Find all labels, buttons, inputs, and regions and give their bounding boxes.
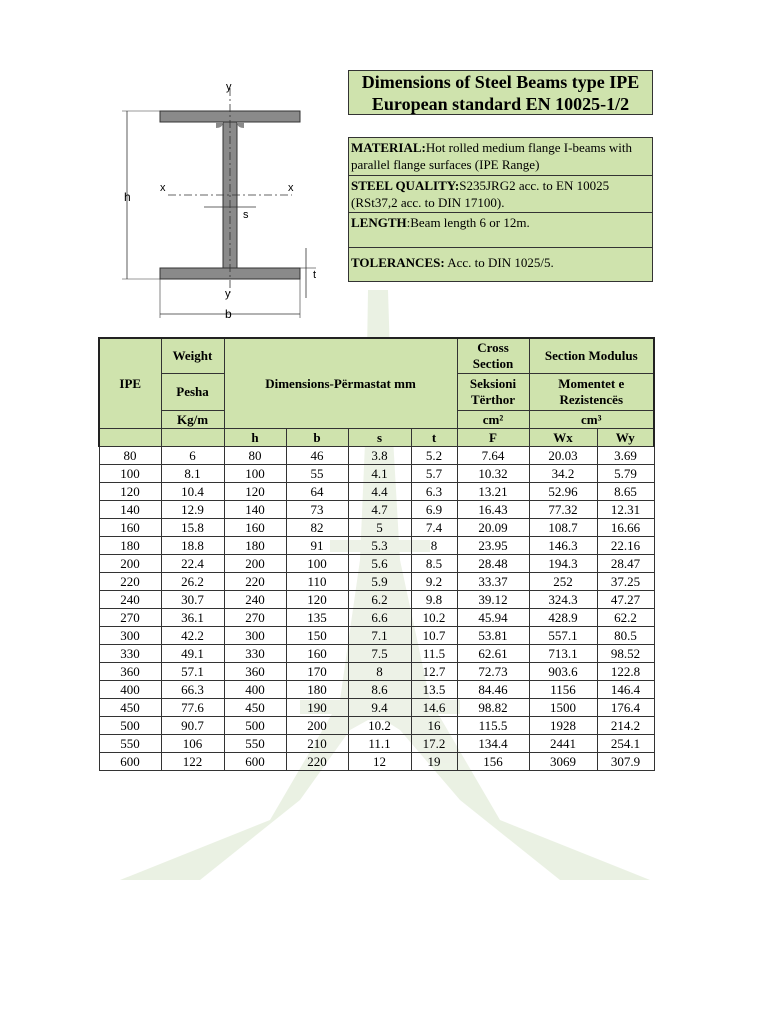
cell-s: 4.4 [348, 483, 411, 501]
header-momentet: Momentet e Rezistencës [529, 374, 654, 411]
cell-h: 160 [224, 519, 286, 537]
label-t: t [313, 269, 317, 281]
cell-weight: 18.8 [161, 537, 224, 555]
cell-ipe: 140 [99, 501, 161, 519]
cell-b: 220 [286, 753, 348, 771]
cell-t: 5.7 [411, 465, 457, 483]
cell-f: 72.73 [457, 663, 529, 681]
table-row [99, 681, 654, 699]
cell-f: 39.12 [457, 591, 529, 609]
cell-wx: 324.3 [529, 591, 597, 609]
cell-b: 64 [286, 483, 348, 501]
cell-ipe: 330 [99, 645, 161, 663]
cell-wy: 22.16 [597, 537, 654, 555]
cell-s: 8.6 [348, 681, 411, 699]
cell-wy: 12.31 [597, 501, 654, 519]
cell-ipe: 550 [99, 735, 161, 753]
header-weight: Weight [161, 338, 224, 374]
cell-t: 9.8 [411, 591, 457, 609]
cell-ipe: 300 [99, 627, 161, 645]
cell-wx: 1500 [529, 699, 597, 717]
cell-h: 500 [224, 717, 286, 735]
cell-s: 3.8 [348, 447, 411, 465]
cell-s: 4.1 [348, 465, 411, 483]
cell-b: 73 [286, 501, 348, 519]
label-y-bottom: y [225, 288, 231, 300]
cell-f: 23.95 [457, 537, 529, 555]
cell-weight: 57.1 [161, 663, 224, 681]
steel-quality-label: STEEL QUALITY: [351, 178, 460, 193]
cell-h: 330 [224, 645, 286, 663]
label-x-left: x [160, 182, 166, 194]
cell-s: 9.4 [348, 699, 411, 717]
cell-wx: 252 [529, 573, 597, 591]
cell-wx: 34.2 [529, 465, 597, 483]
cell-wy: 16.66 [597, 519, 654, 537]
cell-t: 6.3 [411, 483, 457, 501]
cell-b: 55 [286, 465, 348, 483]
cell-t: 13.5 [411, 681, 457, 699]
cell-f: 84.46 [457, 681, 529, 699]
material-label: MATERIAL: [351, 140, 426, 155]
header-kgm: Kg/m [161, 411, 224, 429]
cell-h: 300 [224, 627, 286, 645]
cell-f: 53.81 [457, 627, 529, 645]
cell-weight: 8.1 [161, 465, 224, 483]
title-line-1: Dimensions of Steel Beams type IPE [361, 72, 640, 92]
cell-ipe: 200 [99, 555, 161, 573]
header-dimensions: Dimensions-Përmastat mm [224, 338, 457, 429]
cell-wx: 3069 [529, 753, 597, 771]
cell-weight: 30.7 [161, 591, 224, 609]
cell-f: 7.64 [457, 447, 529, 465]
table-row [99, 573, 654, 591]
cell-b: 82 [286, 519, 348, 537]
cell-wx: 2441 [529, 735, 597, 753]
cell-s: 5.9 [348, 573, 411, 591]
material-row [349, 138, 652, 176]
table-row [99, 645, 654, 663]
cell-b: 190 [286, 699, 348, 717]
cell-wy: 214.2 [597, 717, 654, 735]
cell-wx: 108.7 [529, 519, 597, 537]
cell-b: 100 [286, 555, 348, 573]
header-section-modulus: Section Modulus [529, 338, 654, 374]
cell-wx: 146.3 [529, 537, 597, 555]
cell-wy: 8.65 [597, 483, 654, 501]
cell-f: 33.37 [457, 573, 529, 591]
cell-t: 7.4 [411, 519, 457, 537]
cell-weight: 15.8 [161, 519, 224, 537]
cell-h: 220 [224, 573, 286, 591]
cell-s: 6.2 [348, 591, 411, 609]
cell-wx: 52.96 [529, 483, 597, 501]
title-line-2: European standard EN 10025-1/2 [371, 94, 630, 114]
cell-t: 16 [411, 717, 457, 735]
cell-wx: 557.1 [529, 627, 597, 645]
header-b: b [286, 429, 348, 447]
cell-f: 10.32 [457, 465, 529, 483]
header-seksioni: Seksioni Tërthor [457, 374, 529, 411]
cell-t: 5.2 [411, 447, 457, 465]
cell-s: 10.2 [348, 717, 411, 735]
cell-wx: 1928 [529, 717, 597, 735]
table-row [99, 735, 654, 753]
cell-f: 13.21 [457, 483, 529, 501]
cell-s: 11.1 [348, 735, 411, 753]
cell-weight: 42.2 [161, 627, 224, 645]
header-s: s [348, 429, 411, 447]
steel-quality-text: S235JRG2 acc. to EN 10025 (RSt37,2 acc. to DIN 17100). [351, 178, 610, 210]
cell-b: 160 [286, 645, 348, 663]
table-row [99, 519, 654, 537]
cell-weight: 10.4 [161, 483, 224, 501]
label-x-right: x [288, 182, 294, 194]
cell-wy: 5.79 [597, 465, 654, 483]
cell-weight: 22.4 [161, 555, 224, 573]
cell-b: 46 [286, 447, 348, 465]
cell-f: 115.5 [457, 717, 529, 735]
cell-wy: 47.27 [597, 591, 654, 609]
cell-f: 62.61 [457, 645, 529, 663]
header-wy: Wy [597, 429, 654, 447]
label-y-top: y [226, 81, 232, 93]
cell-h: 200 [224, 555, 286, 573]
cell-s: 12 [348, 753, 411, 771]
cell-h: 180 [224, 537, 286, 555]
cell-wx: 428.9 [529, 609, 597, 627]
header-cm2: cm² [457, 411, 529, 429]
cell-f: 28.48 [457, 555, 529, 573]
cell-h: 600 [224, 753, 286, 771]
cell-wy: 62.2 [597, 609, 654, 627]
cell-f: 16.43 [457, 501, 529, 519]
cell-b: 120 [286, 591, 348, 609]
cell-b: 91 [286, 537, 348, 555]
cell-ipe: 120 [99, 483, 161, 501]
cell-wy: 98.52 [597, 645, 654, 663]
header-blank-ipe [99, 429, 161, 447]
cell-t: 11.5 [411, 645, 457, 663]
cell-wx: 1156 [529, 681, 597, 699]
cell-s: 5.6 [348, 555, 411, 573]
cell-f: 45.94 [457, 609, 529, 627]
table-body [99, 447, 654, 771]
table-row [99, 717, 654, 735]
cell-wy: 254.1 [597, 735, 654, 753]
cell-wx: 20.03 [529, 447, 597, 465]
table-row [99, 483, 654, 501]
cell-wy: 3.69 [597, 447, 654, 465]
header-wx: Wx [529, 429, 597, 447]
length-row [349, 213, 652, 248]
cell-ipe: 360 [99, 663, 161, 681]
cell-weight: 12.9 [161, 501, 224, 519]
cell-ipe: 600 [99, 753, 161, 771]
cell-weight: 106 [161, 735, 224, 753]
table-row [99, 537, 654, 555]
cell-wy: 122.8 [597, 663, 654, 681]
cell-h: 140 [224, 501, 286, 519]
cell-s: 4.7 [348, 501, 411, 519]
header-pesha: Pesha [161, 374, 224, 411]
cell-wx: 903.6 [529, 663, 597, 681]
label-h: h [124, 190, 131, 204]
table-row [99, 663, 654, 681]
cell-wx: 77.32 [529, 501, 597, 519]
cell-f: 156 [457, 753, 529, 771]
cell-ipe: 160 [99, 519, 161, 537]
spec-box [348, 137, 653, 282]
cell-ipe: 400 [99, 681, 161, 699]
tolerances-row [349, 248, 652, 281]
cell-h: 360 [224, 663, 286, 681]
cell-t: 12.7 [411, 663, 457, 681]
table-row [99, 501, 654, 519]
cell-b: 150 [286, 627, 348, 645]
cell-h: 240 [224, 591, 286, 609]
cell-wy: 80.5 [597, 627, 654, 645]
cell-t: 8 [411, 537, 457, 555]
cell-b: 170 [286, 663, 348, 681]
tolerances-text: Acc. to DIN 1025/5. [444, 255, 554, 270]
length-label: LENGTH [351, 215, 407, 230]
table-row [99, 627, 654, 645]
page-title [348, 70, 653, 115]
cell-b: 210 [286, 735, 348, 753]
i-beam-diagram [110, 78, 330, 323]
cell-t: 10.7 [411, 627, 457, 645]
cell-weight: 66.3 [161, 681, 224, 699]
cell-f: 98.82 [457, 699, 529, 717]
cell-weight: 122 [161, 753, 224, 771]
cell-wy: 146.4 [597, 681, 654, 699]
cell-h: 400 [224, 681, 286, 699]
cell-t: 9.2 [411, 573, 457, 591]
cell-ipe: 180 [99, 537, 161, 555]
header-f: F [457, 429, 529, 447]
cell-s: 5 [348, 519, 411, 537]
cell-wy: 176.4 [597, 699, 654, 717]
cell-ipe: 270 [99, 609, 161, 627]
header-ipe: IPE [99, 338, 161, 429]
cell-weight: 90.7 [161, 717, 224, 735]
cell-ipe: 240 [99, 591, 161, 609]
header-h: h [224, 429, 286, 447]
material-text: Hot rolled medium flange I-beams with parallel flange surfaces (IPE Range) [351, 140, 633, 172]
cell-t: 19 [411, 753, 457, 771]
table-row [99, 609, 654, 627]
cell-h: 80 [224, 447, 286, 465]
cell-b: 135 [286, 609, 348, 627]
table-row [99, 591, 654, 609]
cell-wx: 194.3 [529, 555, 597, 573]
ipe-dimensions-table [98, 337, 655, 771]
table-row [99, 753, 654, 771]
cell-wy: 28.47 [597, 555, 654, 573]
cell-ipe: 80 [99, 447, 161, 465]
length-text: :Beam length 6 or 12m. [406, 215, 530, 230]
steel-quality-row [349, 176, 652, 213]
cell-h: 100 [224, 465, 286, 483]
cell-weight: 77.6 [161, 699, 224, 717]
cell-h: 450 [224, 699, 286, 717]
header-t: t [411, 429, 457, 447]
cell-b: 180 [286, 681, 348, 699]
cell-weight: 49.1 [161, 645, 224, 663]
cell-ipe: 220 [99, 573, 161, 591]
cell-t: 14.6 [411, 699, 457, 717]
cell-s: 7.5 [348, 645, 411, 663]
cell-b: 110 [286, 573, 348, 591]
label-b: b [225, 307, 232, 321]
cell-ipe: 500 [99, 717, 161, 735]
cell-s: 8 [348, 663, 411, 681]
cell-b: 200 [286, 717, 348, 735]
header-cm3: cm³ [529, 411, 654, 429]
cell-h: 120 [224, 483, 286, 501]
cell-wy: 307.9 [597, 753, 654, 771]
cell-ipe: 100 [99, 465, 161, 483]
table-row [99, 699, 654, 717]
table-row [99, 465, 654, 483]
cell-t: 10.2 [411, 609, 457, 627]
table-row [99, 555, 654, 573]
label-s: s [243, 209, 249, 221]
cell-f: 134.4 [457, 735, 529, 753]
cell-weight: 26.2 [161, 573, 224, 591]
cell-wy: 37.25 [597, 573, 654, 591]
cell-s: 6.6 [348, 609, 411, 627]
table-row [99, 447, 654, 465]
cell-t: 8.5 [411, 555, 457, 573]
cell-t: 6.9 [411, 501, 457, 519]
tolerances-label: TOLERANCES: [351, 255, 445, 270]
cell-weight: 36.1 [161, 609, 224, 627]
cell-s: 7.1 [348, 627, 411, 645]
cell-h: 550 [224, 735, 286, 753]
cell-s: 5.3 [348, 537, 411, 555]
cell-f: 20.09 [457, 519, 529, 537]
cell-t: 17.2 [411, 735, 457, 753]
cell-weight: 6 [161, 447, 224, 465]
cell-ipe: 450 [99, 699, 161, 717]
cell-h: 270 [224, 609, 286, 627]
header-cross-section: Cross Section [457, 338, 529, 374]
cell-wx: 713.1 [529, 645, 597, 663]
header-blank-weight [161, 429, 224, 447]
